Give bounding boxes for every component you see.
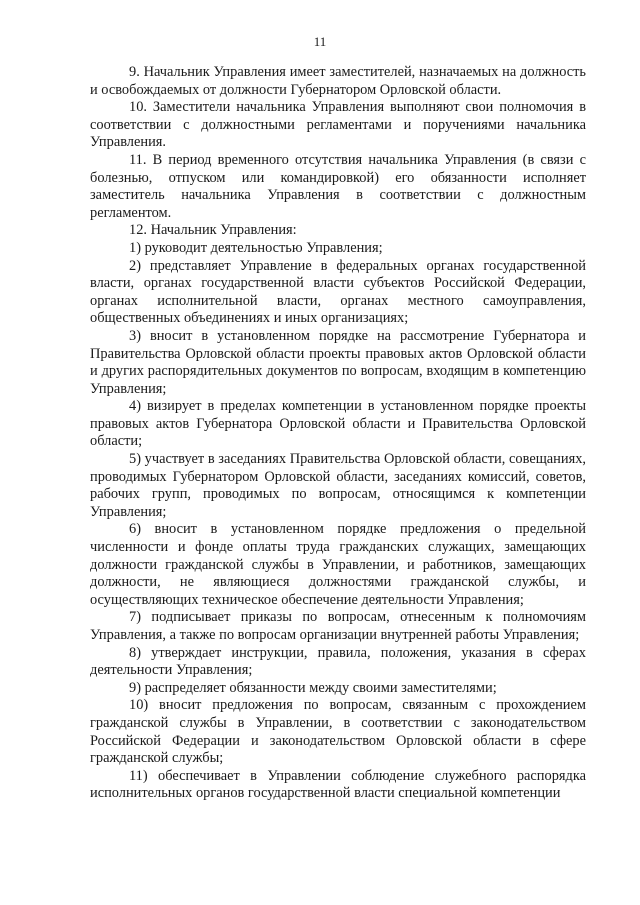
page-number: 11 bbox=[313, 34, 327, 49]
paragraph-12-heading: 12. Начальник Управления: bbox=[129, 222, 297, 239]
list-item-8: 8) утверждает инструкции, правила, положения, указания в сферах деятельности Управления; bbox=[90, 644, 586, 679]
list-item-3: 3) вносит в установленном порядке на рассмотрение Губернатора и Правительства Орловской области проекты правовых актов Орловской области и других распорядительных документов по вопросам, входящим в компетенцию Управления; bbox=[90, 327, 586, 397]
paragraph-10: 10. Заместители начальника Управления выполняют свои полномочия в соответствии с должностными регламентами и поручениями начальника Управления. bbox=[90, 99, 586, 151]
list-item-5: 5) участвует в заседаниях Правительства Орловской области, совещаниях, проводимых Губернатором Орловской области, заседаниях комиссий, советов, рабочих групп, проводимых по вопросам, относящимся к компетенции Управления; bbox=[90, 451, 586, 520]
list-item-7: 7) подписывает приказы по вопросам, отнесенным к полномочиям Управления, а также по вопросам организации внутренней работы Управления; bbox=[90, 609, 586, 643]
paragraph-11: 11. В период временного отсутствия начальника Управления (в связи с болезнью, отпуском или командировкой) его обязанности исполняет заместитель начальника Управления в соответствии с должностным регламентом. bbox=[90, 151, 586, 221]
list-item-10: 10) вносит предложения по вопросам, связанным с прохождением гражданской службы в Управлении, в соответствии с законодательством Российской Федерации и законодательством Орловской области в сфере гражданской службы; bbox=[90, 697, 586, 767]
list-item-9: 9) распределяет обязанности между своими заместителями; bbox=[129, 679, 497, 696]
list-item-6: 6) вносит в установленном порядке предложения о предельной численности и фонде оплаты труда гражданских служащих, замещающих должности гражданской службы в Управлении, и работников, замещающих должности, не являющиеся должностями гражданской службы, и осуществляющих техническое обеспечение деятельности Управления; bbox=[90, 521, 586, 608]
list-item-11: 11) обеспечивает в Управлении соблюдение служебного распорядка исполнительных органов государственной власти специальной компетенции bbox=[90, 767, 586, 802]
list-item-1: 1) руководит деятельностью Управления; bbox=[129, 239, 383, 256]
document-body bbox=[90, 64, 586, 803]
list-item-2: 2) представляет Управление в федеральных органах государственной власти, органах государственной власти субъектов Российской Федерации, органах исполнительной власти, органах местного самоуправления, общественных объединениях и иных организациях; bbox=[90, 257, 586, 327]
paragraph-9: 9. Начальник Управления имеет заместителей, назначаемых на должность и освобождаемых от должности Губернатором Орловской области. bbox=[90, 64, 586, 98]
list-item-4: 4) визирует в пределах компетенции в установленном порядке проекты правовых актов Губернатора Орловской области и Правительства Орловской области; bbox=[90, 398, 586, 450]
